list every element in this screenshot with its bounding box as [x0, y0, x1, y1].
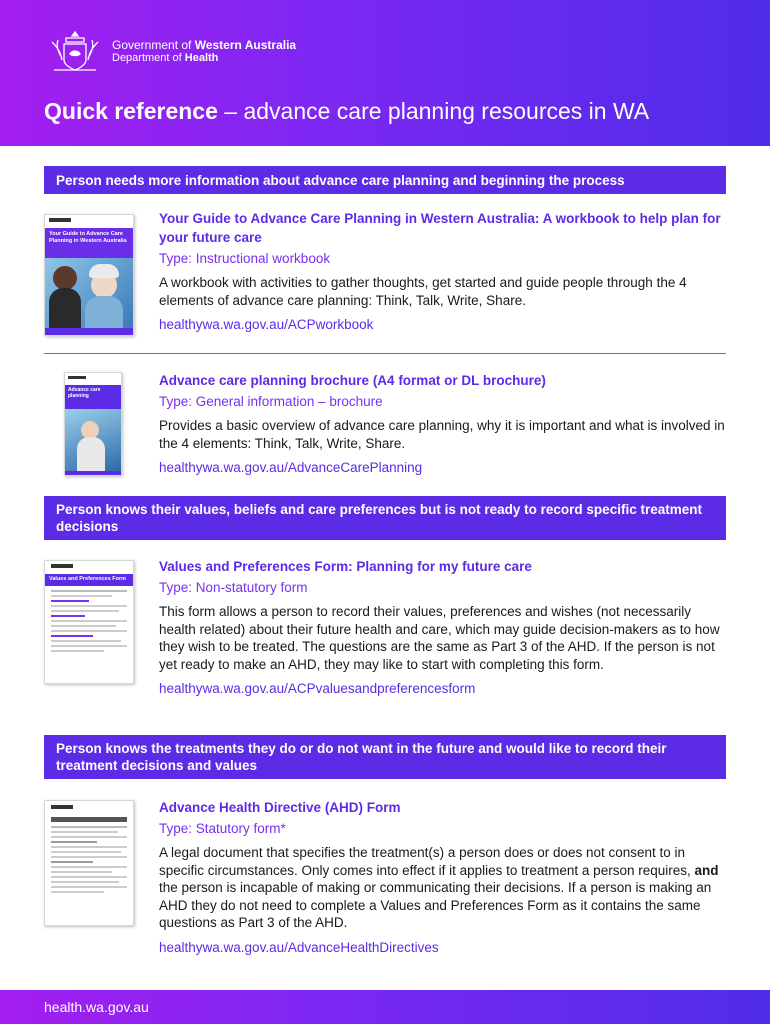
section-heading-information: Person needs more information about advance care planning and beginning the process: [44, 166, 726, 194]
page-title: Quick reference – advance care planning resources in WA: [44, 98, 650, 124]
ahd-form-link[interactable]: healthywa.wa.gov.au/AdvanceHealthDirectives: [159, 939, 439, 955]
entry-values-form: [159, 557, 729, 698]
ahd-form-title: Advance Health Directive (AHD) Form: [159, 800, 401, 815]
header-banner: [0, 0, 770, 146]
values-form-thumbnail: Values and Preferences Form: [44, 560, 134, 684]
section-heading-values: Person knows their values, beliefs and care preferences but is not ready to record specific treatment decisions: [44, 496, 726, 540]
workbook-link[interactable]: healthywa.wa.gov.au/ACPworkbook: [159, 317, 374, 333]
entry-ahd-form: [159, 798, 729, 957]
brochure-link[interactable]: healthywa.wa.gov.au/AdvanceCarePlanning: [159, 460, 423, 476]
workbook-cover-thumbnail: Your Guide to Advance Care Planning in Western Australia: [44, 214, 134, 336]
wa-crest-icon: [44, 28, 106, 76]
footer-banner: [0, 990, 770, 1024]
department-label: Department of Health: [112, 52, 219, 64]
entry-workbook: [159, 209, 729, 334]
ahd-form-type: Type: Statutory form*: [159, 821, 286, 836]
brochure-type: Type: General information – brochure: [159, 394, 383, 409]
footer-website[interactable]: health.wa.gov.au: [44, 999, 149, 1015]
workbook-description: A workbook with activities to gather thoughts, get started and guide people through the 4 elements of advance care planning: Think, Talk, Write, Share.: [159, 275, 687, 308]
values-form-link[interactable]: healthywa.wa.gov.au/ACPvaluesandpreferencesform: [159, 681, 476, 697]
section-heading-treatments: Person knows the treatments they do or do not want in the future and would like to record their treatment decisions and values: [44, 735, 726, 779]
ahd-form-thumbnail: [44, 800, 134, 926]
ahd-form-description: A legal document that specifies the treatment(s) a person does or does not consent to in specific circumstances. Only comes into effect if it applies to treatment a person requires, and the person is incapable of making or communicating their decisions. If a person is making an AHD they do not need to complete a Values and Preferences Form as it contains the same questions as Part 3 of the AHD.: [159, 845, 719, 931]
brochure-cover-thumbnail: Advance care planning: [64, 372, 122, 476]
entry-brochure: [159, 371, 729, 477]
brochure-description: Provides a basic overview of advance care planning, why it is important and what is involved in the 4 elements: Think, Talk, Write, Share.: [159, 418, 725, 451]
workbook-title: Your Guide to Advance Care Planning in Western Australia: A workbook to help plan for your future care: [159, 211, 721, 245]
values-form-type: Type: Non-statutory form: [159, 580, 308, 595]
values-form-description: This form allows a person to record their values, preferences and wishes (not necessarily health related) about their future health and care, which may guide decision-makers as to how they wish to be treated. The questions are the same as Part 3 of the AHD. If the person is not yet ready to make an AHD, they may like to start with completing this form.: [159, 604, 720, 672]
values-form-title: Values and Preferences Form: Planning for my future care: [159, 559, 532, 574]
workbook-type: Type: Instructional workbook: [159, 251, 331, 266]
government-label: Government of Western Australia: [112, 38, 297, 52]
section-divider: [44, 353, 726, 354]
brochure-title: Advance care planning brochure (A4 format or DL brochure): [159, 373, 546, 388]
